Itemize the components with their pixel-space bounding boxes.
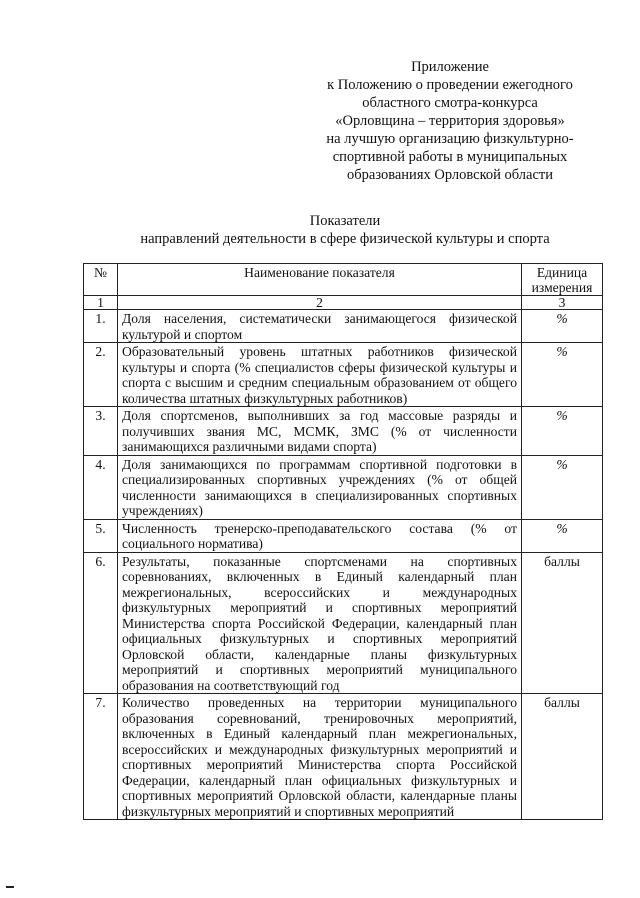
row-indicator-name: Количество проведенных на территории муниципального образования соревнований, тренировочных мероприятий, включенных в Единый календарный план межрегиональных, всероссийских и международных физкультурных мероприятий и спортивных мероприятий Министерства спорта Российской Федерации, календарный план официальных физкультурных и спортивных мероприятий Орловской области, календарные планы физкультурных мероприятий и спортивных мероприятий — [118, 694, 522, 820]
table-row — [84, 552, 603, 694]
row-unit: баллы — [522, 694, 603, 820]
appendix-line: к Положению о проведении ежегодного — [327, 77, 573, 93]
index-cell: 2 — [118, 296, 522, 310]
row-number: 2. — [84, 343, 118, 407]
page-margin-mark — [6, 886, 14, 888]
row-number: 6. — [84, 552, 118, 694]
document-title — [80, 212, 610, 248]
row-number: 1. — [84, 310, 118, 343]
row-unit: % — [522, 407, 603, 456]
row-unit: % — [522, 455, 603, 519]
table-row — [84, 519, 603, 552]
table-row — [84, 694, 603, 820]
row-indicator-name: Доля занимающихся по программам спортивной подготовки в специализированных спортивных учреждениях (% от общей численности занимающихся в специализированных спортивных учреждениях) — [118, 455, 522, 519]
table-row — [84, 407, 603, 456]
appendix-line: спортивной работы в муниципальных — [332, 149, 568, 165]
row-unit: % — [522, 310, 603, 343]
row-number: 5. — [84, 519, 118, 552]
row-indicator-name: Численность тренерско-преподавательского состава (% от социального норматива) — [118, 519, 522, 552]
index-cell: 3 — [522, 296, 603, 310]
row-number: 7. — [84, 694, 118, 820]
appendix-line: образованиях Орловской области — [347, 167, 553, 183]
title-line-1: Показатели — [309, 213, 381, 229]
row-number: 3. — [84, 407, 118, 456]
header-name: Наименование показателя — [118, 264, 522, 296]
header-num: № — [84, 264, 118, 296]
appendix-line: «Орловщина – территория здоровья» — [335, 113, 565, 129]
index-cell: 1 — [84, 296, 118, 310]
appendix-header — [305, 58, 595, 184]
appendix-line: Приложение — [411, 59, 489, 75]
table-header-row — [84, 264, 603, 296]
indicators-table — [83, 263, 603, 820]
row-indicator-name: Результаты, показанные спортсменами на спортивных соревнованиях, включенных в Единый календарный план межрегиональных, всероссийских и международных физкультурных мероприятий и спортивных мероприятий Министерства спорта Российской Федерации, календарный план официальных физкультурных и спортивных мероприятий Орловской области, календарные планы физкультурных мероприятий и спортивных мероприятий муниципального образования на соответствующий год — [118, 552, 522, 694]
title-line-2: направлений деятельности в сфере физической культуры и спорта — [140, 231, 550, 247]
row-number: 4. — [84, 455, 118, 519]
row-unit: % — [522, 343, 603, 407]
appendix-line: на лучшую организацию физкультурно- — [326, 131, 574, 147]
table-index-row — [84, 296, 603, 310]
header-unit: Единица измерения — [522, 264, 603, 296]
row-unit: баллы — [522, 552, 603, 694]
table-row — [84, 310, 603, 343]
row-indicator-name: Доля спортсменов, выполнивших за год массовые разряды и получивших звания МС, МСМК, ЗМС (% от численности занимающихся различными видами спорта) — [118, 407, 522, 456]
row-unit: % — [522, 519, 603, 552]
appendix-line: областного смотра-конкурса — [362, 95, 538, 111]
row-indicator-name: Образовательный уровень штатных работников физической культуры и спорта (% специалистов сферы физической культуры и спорта с высшим и средним специальным образованием от общего количества штатных физкультурных работников) — [118, 343, 522, 407]
table-row — [84, 343, 603, 407]
table-row — [84, 455, 603, 519]
row-indicator-name: Доля населения, систематически занимающегося физической культурой и спортом — [118, 310, 522, 343]
